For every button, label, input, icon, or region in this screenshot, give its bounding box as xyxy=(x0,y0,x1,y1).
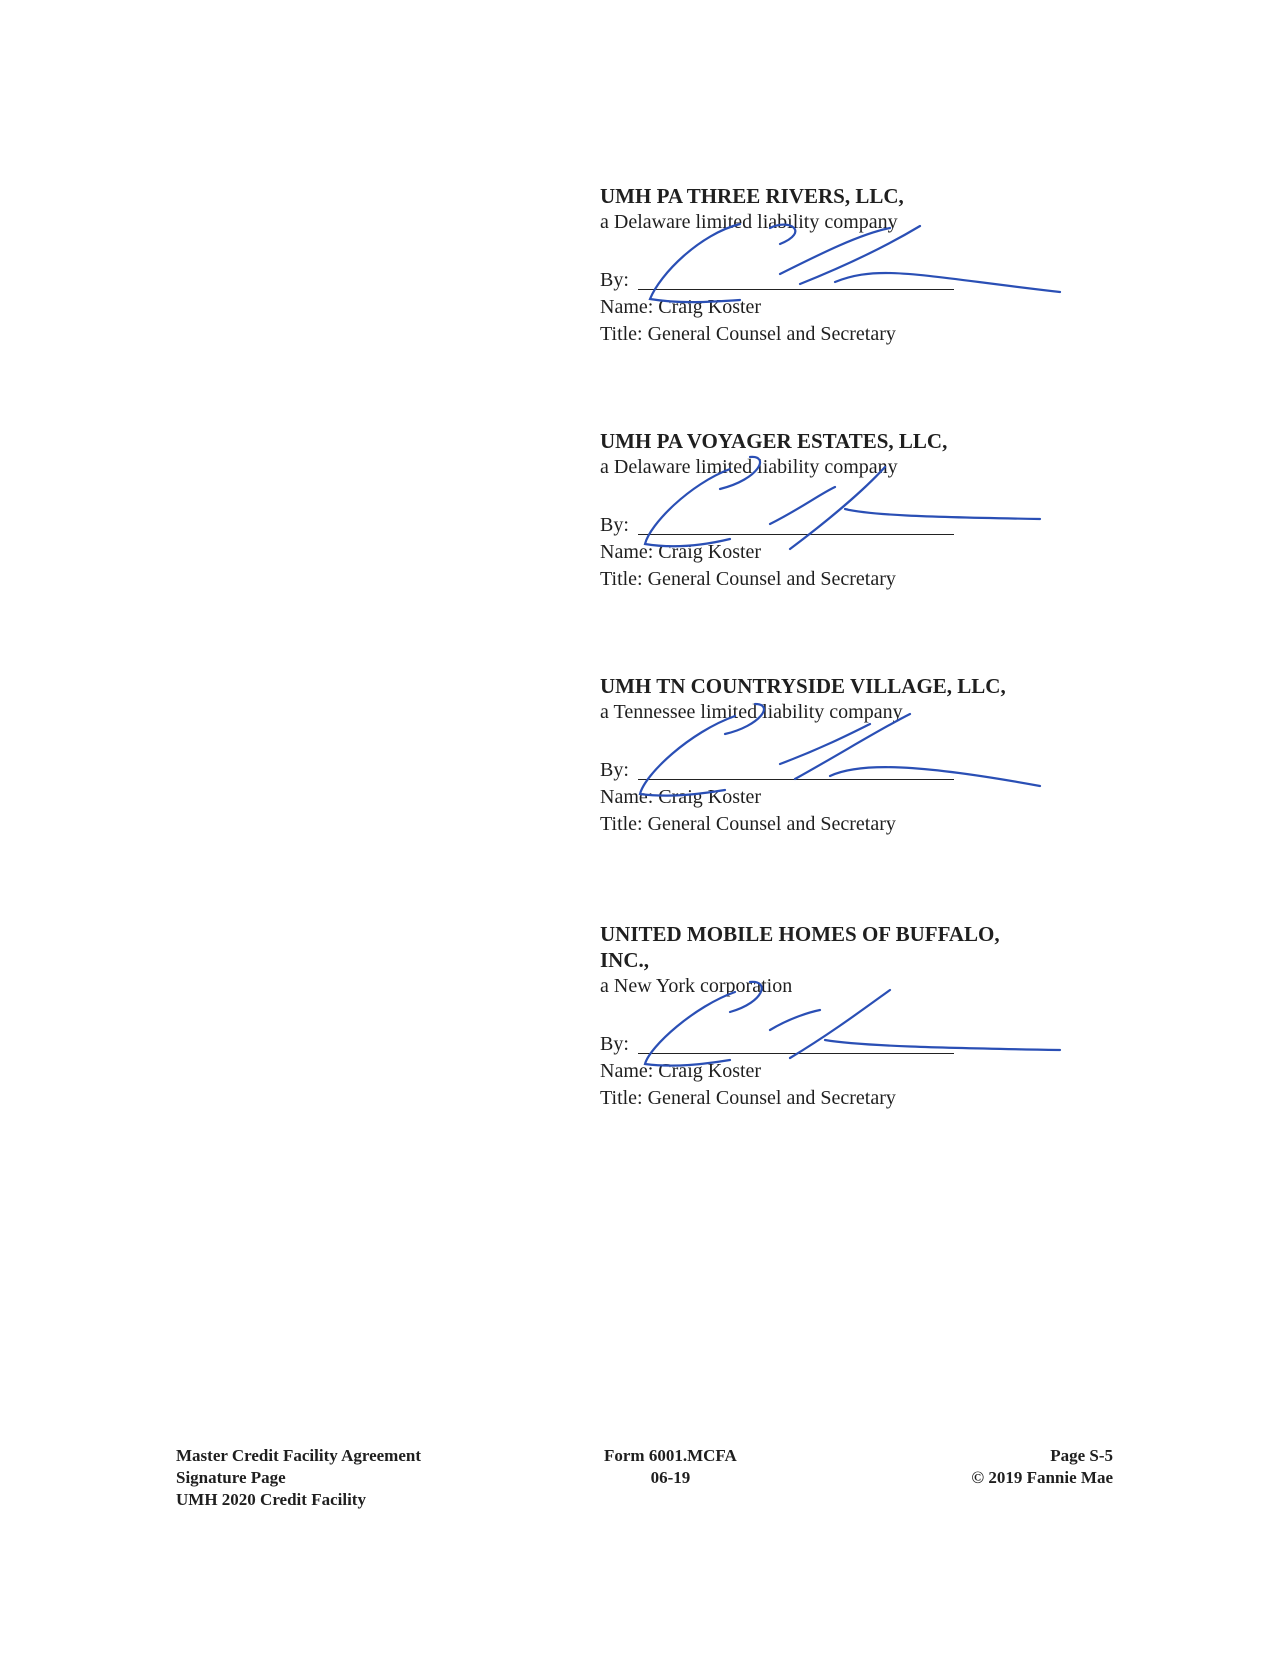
footer-page-type: Signature Page xyxy=(176,1468,286,1487)
footer-center xyxy=(604,1445,737,1489)
by-label: By: xyxy=(600,269,629,291)
footer-left xyxy=(176,1445,421,1511)
signatory-name: Name: Craig Koster xyxy=(600,786,762,808)
signatory-title: Title: General Counsel and Secretary xyxy=(600,1087,896,1109)
signature-block xyxy=(600,183,1160,348)
signatory-title: Title: General Counsel and Secretary xyxy=(600,568,896,590)
signature-line xyxy=(600,754,1160,784)
footer-facility-name: UMH 2020 Credit Facility xyxy=(176,1490,366,1509)
footer-right xyxy=(971,1445,1113,1489)
entity-name: UNITED MOBILE HOMES OF BUFFALO, xyxy=(600,922,1000,946)
signatory-name: Name: Craig Koster xyxy=(600,1060,762,1082)
signature-block xyxy=(600,673,1160,838)
signature-line xyxy=(600,509,1160,539)
handwritten-signature xyxy=(620,204,1080,314)
signature-block xyxy=(600,428,1160,593)
handwritten-signature xyxy=(620,694,1080,804)
entity-name-continued: INC., xyxy=(600,948,650,972)
signatory-name: Name: Craig Koster xyxy=(600,296,762,318)
by-label: By: xyxy=(600,1033,629,1055)
signature-line xyxy=(600,264,1160,294)
signature-line xyxy=(600,1028,1160,1058)
signatory-name: Name: Craig Koster xyxy=(600,541,762,563)
entity-description: a Tennessee limited liability company xyxy=(600,701,903,723)
by-label: By: xyxy=(600,514,629,536)
entity-description: a New York corporation xyxy=(600,975,793,997)
entity-name: UMH TN COUNTRYSIDE VILLAGE, LLC, xyxy=(600,674,1006,698)
footer-document-name: Master Credit Facility Agreement xyxy=(176,1446,422,1465)
footer-form-number: Form 6001.MCFA xyxy=(604,1446,737,1465)
entity-description: a Delaware limited liability company xyxy=(600,211,898,233)
handwritten-signature xyxy=(620,968,1080,1078)
by-label: By: xyxy=(600,759,629,781)
footer-page-number: Page S-5 xyxy=(1050,1446,1113,1465)
handwritten-signature xyxy=(620,449,1080,559)
entity-name: UMH PA THREE RIVERS, LLC, xyxy=(600,184,904,208)
footer-form-date: 06-19 xyxy=(650,1468,691,1487)
footer-copyright: © 2019 Fannie Mae xyxy=(971,1468,1113,1487)
signatory-title: Title: General Counsel and Secretary xyxy=(600,323,896,345)
entity-description: a Delaware limited liability company xyxy=(600,456,898,478)
signature-block xyxy=(600,921,1160,1112)
signatory-title: Title: General Counsel and Secretary xyxy=(600,813,896,835)
entity-name: UMH PA VOYAGER ESTATES, LLC, xyxy=(600,429,948,453)
